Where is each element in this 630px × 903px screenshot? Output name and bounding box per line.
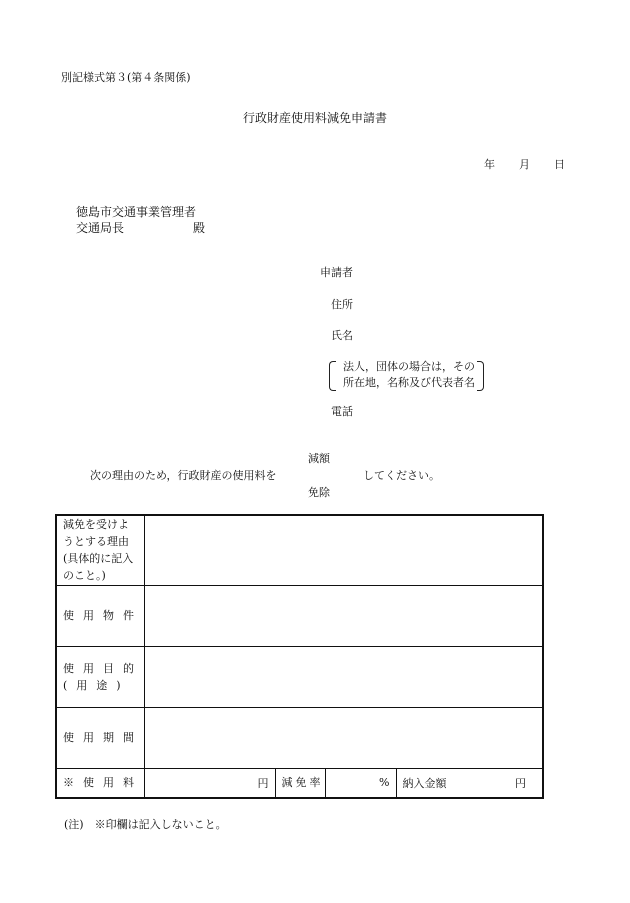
property-label: 使用物件 [56,585,144,646]
date-year-label: 年 [484,158,495,171]
payment-cell[interactable] [396,768,543,798]
addressee-organization: 徳島市交通事業管理者 [76,205,197,219]
purpose-input[interactable] [144,646,543,707]
fee-input[interactable] [144,768,275,798]
bracket-note-line2: 所在地，名称及び代表者名 [343,376,475,389]
form-number: 別記様式第３(第４条関係) [61,71,191,84]
option-reduction: 減額 [308,452,330,465]
payment-label: 納入金額 [402,776,447,790]
addressee-honorific: 殿 [193,221,206,235]
applicant-phone-label: 電話 [331,405,353,418]
payment-unit: 円 [515,776,526,790]
period-label: 使用期間 [56,707,144,768]
date-day-label: 日 [554,158,565,171]
rate-label: 減免率 [275,768,325,798]
period-row [56,707,543,768]
option-exemption: 免除 [308,486,330,499]
addressee-title: 交通局長 [76,221,125,235]
reason-label-line: のこと。) [63,569,106,583]
reason-row [56,515,543,585]
request-sentence-lead: 次の理由のため，行政財産の使用料を [90,469,277,482]
purpose-row [56,646,543,707]
purpose-label-main: 使用目的 [63,661,143,675]
right-bracket [477,361,484,391]
purpose-label [56,646,144,707]
reason-label-line: うとする理由 [63,535,129,549]
fee-label: ※使用料 [56,768,144,798]
corporate-bracket-note [327,359,484,391]
property-input[interactable] [144,585,543,646]
footnote: (注) ※印欄は記入しないこと。 [64,818,227,831]
period-input[interactable] [144,707,543,768]
left-bracket [329,361,336,391]
rate-unit: % [379,776,390,790]
reason-label-line: (具体的に記入 [63,552,134,566]
document-title: 行政財産使用料減免申請書 [242,111,387,125]
reason-label-line: 減免を受けよ [63,518,129,532]
purpose-label-sub: (用途) [63,678,130,692]
fee-row [56,768,543,798]
property-row [56,585,543,646]
request-sentence-tail: してください。 [363,469,440,482]
date-month-label: 月 [519,158,530,171]
applicant-name-label: 氏名 [331,329,353,342]
applicant-heading: 申請者 [320,266,353,279]
reason-label [56,515,144,585]
applicant-address-label: 住所 [331,298,353,311]
application-form-table [55,514,544,799]
reason-input[interactable] [144,515,543,585]
rate-input[interactable] [325,768,396,798]
bracket-note-line1: 法人，団体の場合は，その [343,360,475,373]
fee-unit: 円 [257,776,269,790]
